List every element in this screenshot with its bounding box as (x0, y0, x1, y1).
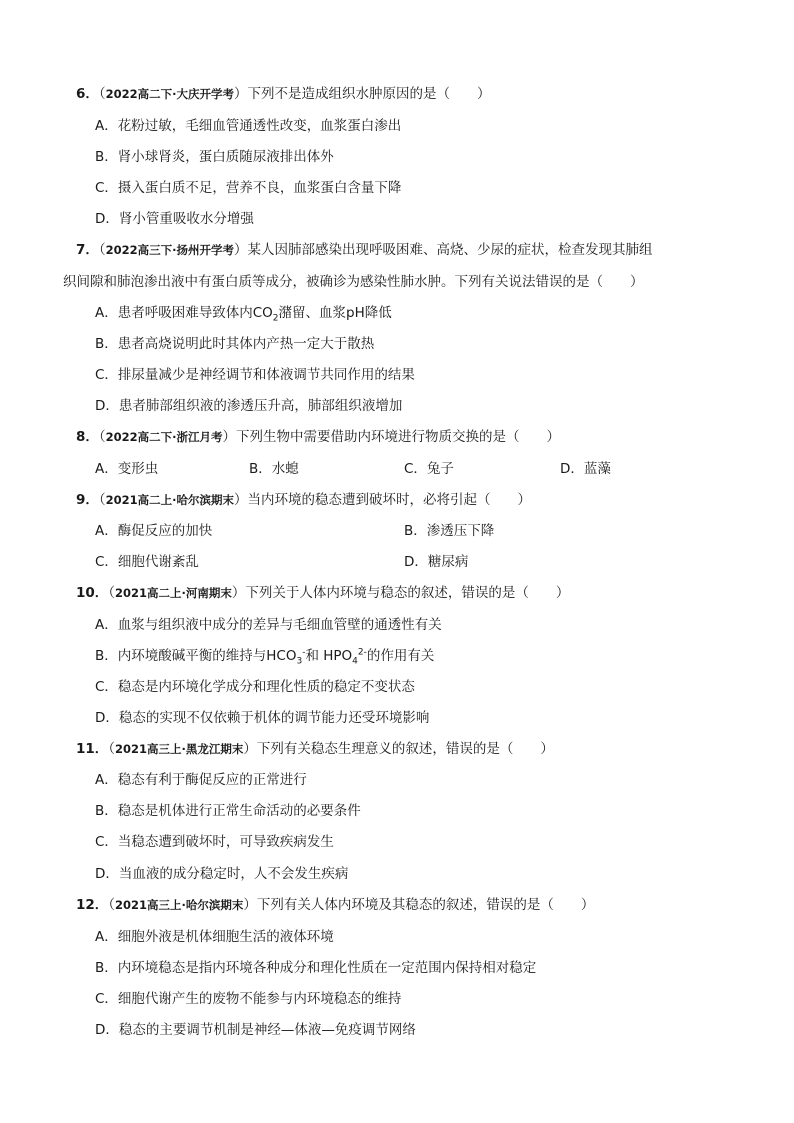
question-11 (76, 737, 554, 757)
source-close-paren: ） (234, 492, 248, 508)
question-number: 6． (76, 86, 99, 102)
question-stem: 下列生物中需要借助内环境进行物质交换的是（ ） (236, 429, 561, 445)
q7-option-a: A．患者呼吸困难导致体内$CO_2$潴留、血浆pH降低 (95, 305, 392, 324)
source-open-paren: （ (98, 242, 106, 258)
question-stem: 某人因肺部感染出现呼吸困难、高烧、少尿的症状，检查发现其肺组 (247, 242, 653, 258)
question-number: 12． (76, 897, 109, 913)
source-open-paren: （ (108, 897, 116, 913)
q7-option-b: B．患者高烧说明此时其体内产热一定大于散热 (95, 336, 375, 352)
question-9 (76, 488, 531, 508)
q10-option-d: D．稳态的实现不仅依赖于机体的调节能力还受环境影响 (95, 710, 430, 726)
q7-stem-continuation: 织间隙和肺泡渗出液中有蛋白质等成分，被确诊为感染性肺水肿。下列有关说法错误的是（ ） (63, 274, 644, 290)
q6-option-b: B．肾小球肾炎，蛋白质随尿液排出体外 (95, 149, 334, 165)
q6-option-d: D．肾小管重吸收水分增强 (95, 211, 254, 227)
q8-option-a: A．变形虫 (95, 461, 159, 477)
question-stem: 下列不是造成组织水肿原因的是（ ） (247, 86, 491, 102)
source-close-paren: ） (222, 429, 237, 445)
question-12 (76, 893, 594, 913)
question-number: 9． (76, 492, 99, 508)
question-7 (76, 238, 653, 258)
q6-option-c: C．摄入蛋白质不足，营养不良，血浆蛋白含量下降 (95, 180, 402, 196)
q12-option-a: A．细胞外液是机体细胞生活的液体环境 (95, 929, 334, 945)
q12-option-d: D．稳态的主要调节机制是神经—体液—免疫调节网络 (95, 1022, 416, 1038)
question-10 (76, 581, 569, 601)
question-source: 2022高二下·大庆开学考 (105, 87, 235, 101)
question-stem: 当内环境的稳态遭到破坏时，必将引起（ ） (247, 492, 532, 508)
question-number: 10． (76, 585, 109, 601)
q8-option-b: B．水螅 (249, 461, 299, 477)
q10-option-b: B．内环境酸碱平衡的维持与$HCO_3^-$和 $HPO_4^{2-}$的作用有关 (95, 647, 435, 667)
question-number: 8． (76, 429, 99, 445)
source-open-paren: （ (108, 585, 116, 601)
q9-option-d: D．糖尿病 (404, 554, 469, 570)
question-8 (76, 425, 560, 445)
q11-option-c: C．当稳态遭到破坏时，可导致疾病发生 (95, 834, 334, 850)
question-number: 7． (76, 242, 99, 258)
source-open-paren: （ (98, 86, 106, 102)
question-source: 2022高三下·扬州开学考 (105, 243, 235, 257)
question-source: 2021高三上·哈尔滨期末 (115, 898, 244, 912)
source-close-paren: ） (231, 585, 246, 601)
q12-option-c: C．细胞代谢产生的废物不能参与内环境稳态的维持 (95, 991, 402, 1007)
q8-option-c: C．兔子 (404, 461, 454, 477)
q7-option-c: C．排尿量减少是神经调节和体液调节共同作用的结果 (95, 367, 415, 383)
source-open-paren: （ (98, 429, 106, 445)
q7-option-d: D．患者肺部组织液的渗透压升高，肺部组织液增加 (95, 398, 403, 414)
q12-option-b: B．内环境稳态是指内环境各种成分和理化性质在一定范围内保持相对稳定 (95, 960, 537, 976)
source-open-paren: （ (108, 741, 116, 757)
question-stem: 下列有关人体内环境及其稳态的叙述，错误的是（ ） (256, 897, 595, 913)
q11-option-b: B．稳态是机体进行正常生命活动的必要条件 (95, 803, 361, 819)
q10-option-c: C．稳态是内环境化学成分和理化性质的稳定不变状态 (95, 679, 415, 695)
q9-option-b: B．渗透压下降 (404, 523, 495, 539)
source-close-paren: ） (234, 86, 248, 102)
question-stem: 下列关于人体内环境与稳态的叙述，错误的是（ ） (245, 585, 570, 601)
q6-option-a: A．花粉过敏，毛细血管通透性改变，血浆蛋白渗出 (95, 118, 402, 134)
source-close-paren: ） (243, 897, 257, 913)
q8-option-d: D．蓝藻 (560, 461, 611, 477)
q9-option-a: A．酶促反应的加快 (95, 523, 213, 539)
q11-option-d: D．当血液的成分稳定时，人不会发生疾病 (95, 866, 349, 882)
source-close-paren: ） (234, 242, 248, 258)
question-number: 11． (76, 741, 109, 757)
question-source: 2021高三上·黑龙江期末 (115, 742, 244, 756)
q10-option-a: A．血浆与组织液中成分的差异与毛细血管壁的通透性有关 (95, 617, 442, 633)
question-source: 2022高二下·浙江月考 (105, 430, 223, 444)
question-stem: 下列有关稳态生理意义的叙述，错误的是（ ） (256, 741, 554, 757)
q9-option-c: C．细胞代谢紊乱 (95, 554, 199, 570)
question-6 (76, 82, 491, 102)
source-close-paren: ） (243, 741, 257, 757)
q11-option-a: A．稳态有利于酶促反应的正常进行 (95, 772, 307, 788)
source-open-paren: （ (98, 492, 106, 508)
question-source: 2021高二上·河南期末 (115, 586, 232, 600)
question-source: 2021高二上·哈尔滨期末 (105, 493, 235, 507)
